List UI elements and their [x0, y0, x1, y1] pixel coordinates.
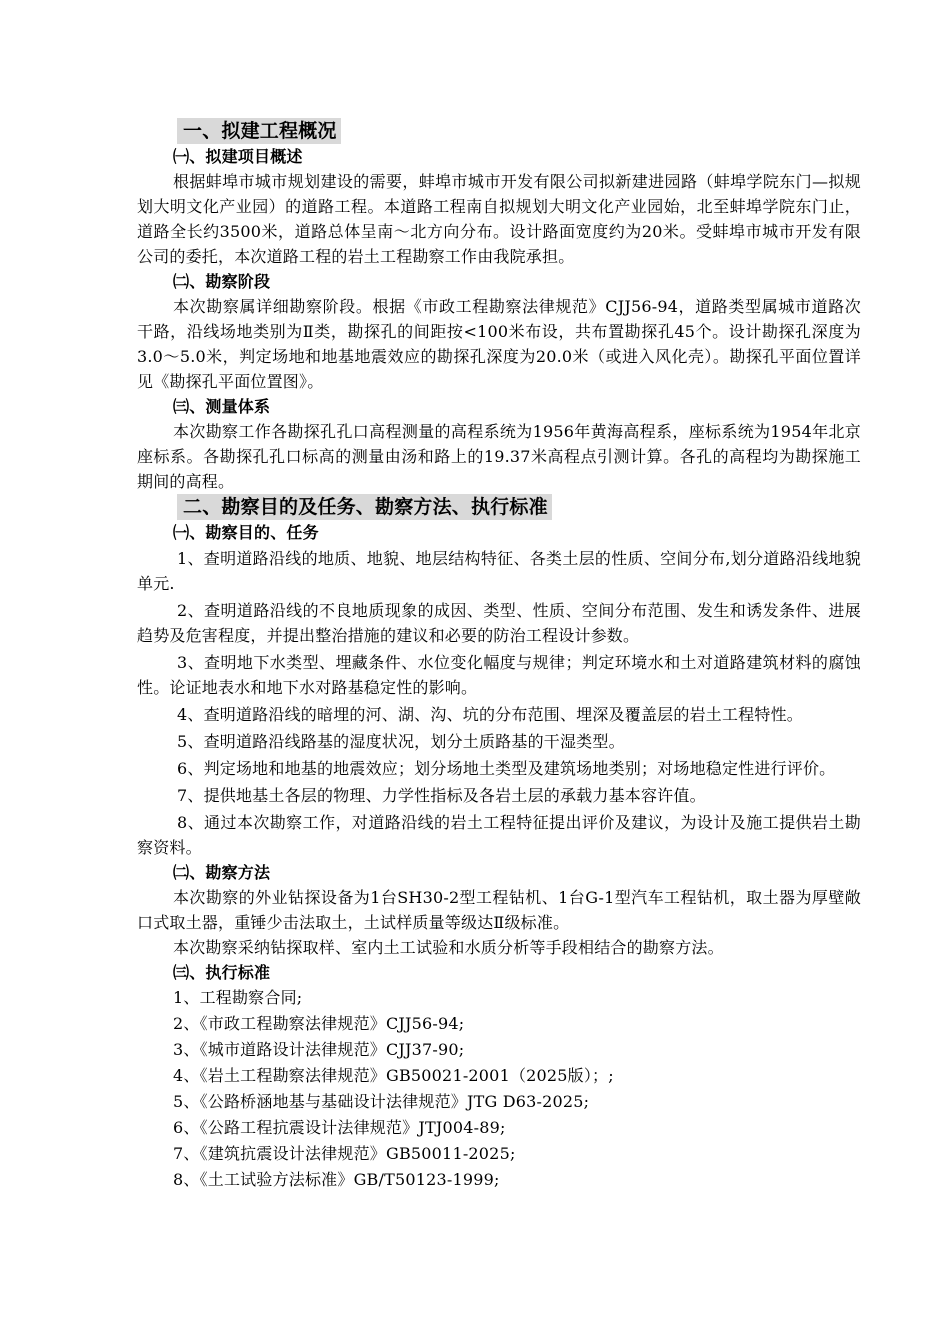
standard-item: 6、《公路工程抗震设计法律规范》JTJ004-89;: [173, 1118, 506, 1137]
standard-item: 7、《建筑抗震设计法律规范》GB50011-2025;: [173, 1144, 516, 1163]
subsection-title-1-1: ㈠、拟建项目概述: [173, 147, 303, 166]
subsection-title-1-2: ㈡、勘察阶段: [173, 272, 271, 291]
paragraph-survey-method: 本次勘察采纳钻探取样、室内土工试验和水质分析等手段相结合的勘察方法。: [173, 938, 724, 957]
standard-item: 5、《公路桥涵地基与基础设计法律规范》JTG D63-2025;: [173, 1092, 590, 1111]
subsection-title-2-3: ㈢、执行标准: [173, 963, 271, 982]
standard-item: 3、《城市道路设计法律规范》CJJ37-90;: [173, 1040, 465, 1059]
subsection-title-2-2: ㈡、勘察方法: [173, 863, 271, 882]
paragraph-survey-method: 本次勘察的外业钻探设备为1台SH30-2型工程钻机、1台G-1型汽车工程钻机，取土器为厚壁敞口式取土器，重锤少击法取土，土试样质量等级达Ⅱ级标准。: [137, 888, 861, 932]
subsection-title-1-3: ㈢、测量体系: [173, 397, 271, 416]
section-heading-1: 一、拟建工程概况: [177, 118, 341, 144]
document-body: [137, 118, 861, 1193]
standard-item: 1、工程勘察合同;: [173, 988, 303, 1007]
paragraph-project-overview: 根据蚌埠市城市规划建设的需要，蚌埠市城市开发有限公司拟新建进园路（蚌埠学院东门—拟规划大明文化产业园）的道路工程。本道路工程南自拟规划大明文化产业园始，北至蚌埠学院东门止，道路全长约3500米，道路总体呈南～北方向分布。设计路面宽度约为20米。受蚌埠市城市开发有限公司的委托，本次道路工程的岩土工程勘察工作由我院承担。: [137, 172, 861, 266]
paragraph-survey-system: 本次勘察工作各勘探孔孔口高程测量的高程系统为1956年黄海高程系，座标系统为1954年北京座标系。各勘探孔孔口标高的测量由汤和路上的19.37米高程点引测计算。各孔的高程均为勘探施工期间的高程。: [137, 422, 861, 491]
task-item: 8、通过本次勘察工作，对道路沿线的岩土工程特征提出评价及建议，为设计及施工提供岩土勘察资料。: [137, 813, 861, 857]
task-item: 5、查明道路沿线路基的湿度状况，划分土质路基的干湿类型。: [177, 732, 625, 751]
task-item: 6、判定场地和地基的地震效应；划分场地土类型及建筑场地类别；对场地稳定性进行评价。: [177, 759, 836, 778]
task-item: 1、查明道路沿线的地质、地貌、地层结构特征、各类土层的性质、空间分布,划分道路沿线地貌单元.: [137, 549, 861, 593]
paragraph-survey-stage: 本次勘察属详细勘察阶段。根据《市政工程勘察法律规范》CJJ56-94，道路类型属城市道路次干路，沿线场地类别为Ⅱ类，勘探孔的间距按<100米布设，共布置勘探孔45个。设计勘探孔深度为3.0～5.0米，判定场地和地基地震效应的勘探孔深度为20.0米（或进入风化壳）。勘探孔平面位置详见《勘探孔平面位置图》。: [137, 297, 861, 391]
subsection-title-2-1: ㈠、勘察目的、任务: [173, 523, 319, 542]
standard-item: 8、《土工试验方法标准》GB/T50123-1999;: [173, 1170, 500, 1189]
task-item: 7、提供地基土各层的物理、力学性指标及各岩土层的承载力基本容许值。: [177, 786, 706, 805]
task-item: 4、查明道路沿线的暗埋的河、湖、沟、坑的分布范围、埋深及覆盖层的岩土工程特性。: [177, 705, 803, 724]
task-item: 3、查明地下水类型、埋藏条件、水位变化幅度与规律；判定环境水和土对道路建筑材料的腐蚀性。论证地表水和地下水对路基稳定性的影响。: [137, 653, 861, 697]
standard-item: 4、《岩土工程勘察法律规范》GB50021-2001（2025版）；;: [173, 1066, 614, 1085]
section-heading-2: 二、勘察目的及任务、勘察方法、执行标准: [177, 494, 552, 520]
standard-item: 2、《市政工程勘察法律规范》CJJ56-94;: [173, 1014, 465, 1033]
task-item: 2、查明道路沿线的不良地质现象的成因、类型、性质、空间分布范围、发生和诱发条件、进展趋势及危害程度，并提出整治措施的建议和必要的防治工程设计参数。: [137, 601, 861, 645]
